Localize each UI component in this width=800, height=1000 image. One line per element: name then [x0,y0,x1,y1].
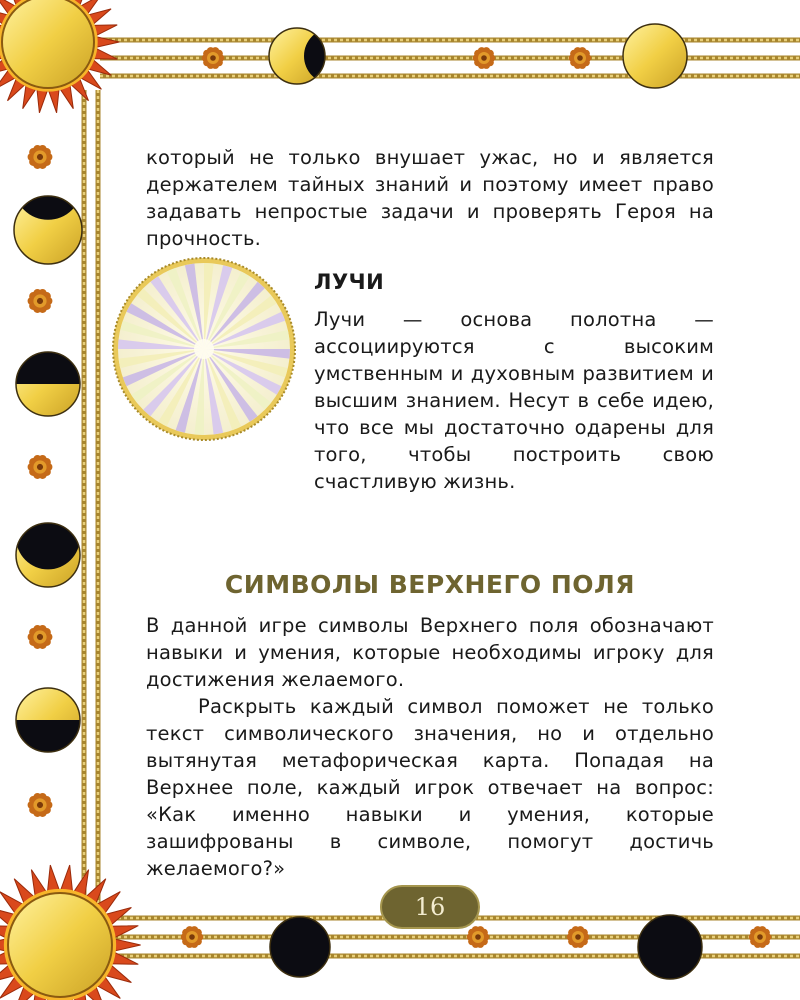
ornament-flower-icon [473,47,496,69]
moon-phase-icon [16,352,80,416]
rays-circle-icon [113,258,295,440]
ornament-flower-icon [569,47,592,69]
moon-phase-icon [270,917,330,977]
sun-icon [0,865,141,1000]
ornament-flower-icon [28,289,53,313]
page-number: 16 [414,893,446,921]
ornament-flower-icon [28,793,53,817]
ornament-flower-icon [749,926,772,948]
moon-phase-icon [623,24,687,88]
sun-decorations [0,0,141,1000]
ornament-flower-icon [28,455,53,479]
rays-center [194,339,214,359]
ornament-flower-icon [181,926,204,948]
moon-phase-icon [14,152,82,264]
ornament-flower-icon [202,47,225,69]
moon-phase-icon [638,915,702,979]
rays-heading: ЛУЧИ [314,270,385,294]
ornament-flower-icon [28,625,53,649]
moon-phase-icon [16,688,80,752]
section-paragraph-2: Раскрыть каждый символ поможет не только текст символического значения, но и отдельно вытянутая метафорическая карта. Попадая на Верхнее поле, каждый игрок отвечает на вопрос: «Как именно навыки и умения, которые зашифрованы в символе, помогут достичь желаемого?» [146,695,714,880]
ornament-flower-icon [567,926,590,948]
ornament-flower-icon [467,926,490,948]
ornament-flower-icon [28,145,53,169]
intro-paragraph: который не только внушает ужас, но и является держателем тайных знаний и поэтому имеет право задавать непростые задачи и проверять Героя на прочность. [146,146,714,250]
moon-phase-icon [16,505,80,587]
section-paragraph-1: В данной игре символы Верхнего поля обозначают навыки и умения, которые необходимы игроку для достижения желаемого. [146,614,714,691]
section-title: СИМВОЛЫ ВЕРХНЕГО ПОЛЯ [224,570,636,599]
rays-paragraph: Лучи — основа полотна — ассоциируются с высоким умственным и духовным развитием и высшим знанием. Несут в себе идею, что все мы достаточно одарены для того, чтобы построить свою счастливую жизнь. [314,308,714,493]
sun-icon [0,0,119,113]
